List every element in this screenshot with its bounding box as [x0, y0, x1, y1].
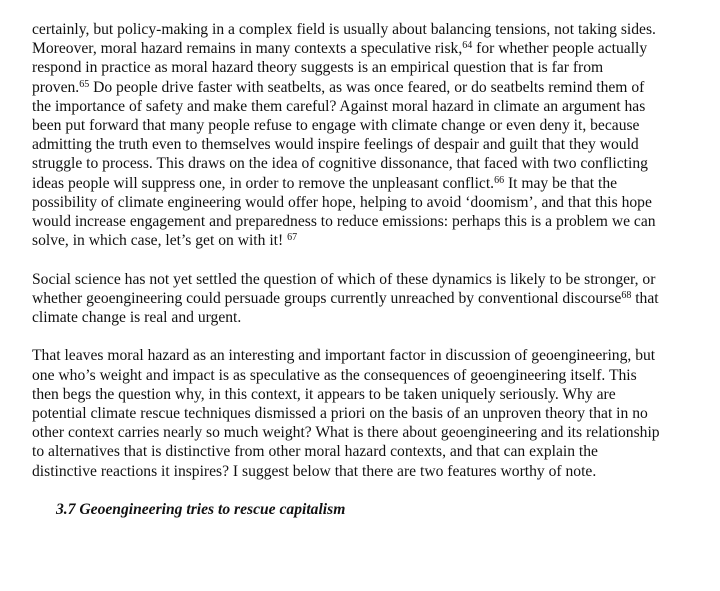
- footnote-ref: 68: [621, 289, 632, 301]
- footnote-ref: 65: [79, 78, 90, 90]
- paragraph-text: It may be that the possibility of climate engineering would offer hope, helping to avoid ‘doomism’, and that this hope would increase engagement and preparedness to reduce emissions: perhaps this is a problem we can solve, in which case, let’s get on with it!: [32, 174, 656, 250]
- section-heading: 3.7 Geoengineering tries to rescue capitalism: [56, 501, 346, 519]
- paragraph-1: [32, 20, 664, 250]
- paragraph-text: Social science has not yet settled the question of which of these dynamics is likely to be stronger, or whether geoengineering could persuade groups currently unreached by conventional discourse: [32, 270, 656, 307]
- paragraph-text: That leaves moral hazard as an interesting and important factor in discussion of geoengineering, but one who’s weight and impact is as speculative as the consequences of geoengineering itself. This then begs the question why, in this context, it appears to be taken uniquely seriously. Why are potential climate rescue techniques dismissed a priori on the basis of an unproven theory that in no other context carries nearly so much weight? What is there about geoengineering and its relationship to alternatives that is distinctive from other moral hazard contexts, and that can explain the distinctive reactions it inspires? I suggest below that there are two features worthy of note.: [32, 347, 660, 480]
- footnote-ref: 64: [462, 40, 473, 52]
- paragraph-2: [32, 270, 664, 328]
- paragraph-3: [32, 346, 664, 480]
- paragraph-text: for whether people actually respond in practice as moral hazard theory suggests is an empirical question that is far from proven.: [32, 40, 648, 96]
- document-page: [32, 20, 664, 519]
- footnote-ref: 66: [494, 174, 505, 186]
- paragraph-text: that climate change is real and urgent.: [32, 289, 659, 327]
- paragraph-text: certainly, but policy-making in a complex field is usually about balancing tensions, not taking sides. Moreover, moral hazard remains in many contexts a speculative risk,: [32, 21, 656, 58]
- paragraph-text: Do people drive faster with seatbelts, as was once feared, or do seatbelts remind them of the importance of safety and make them careful? Against moral hazard in climate an argument has been put forward that many people refuse to engage with climate change or even deny it, because admitting the truth even to themselves would inspire feelings of despair and guilt that they would struggle to process. This draws on the idea of cognitive dissonance, that faced with two conflicting ideas people will suppress one, in order to remove the unpleasant conflict.: [32, 78, 648, 192]
- footnote-ref: 67: [287, 232, 298, 244]
